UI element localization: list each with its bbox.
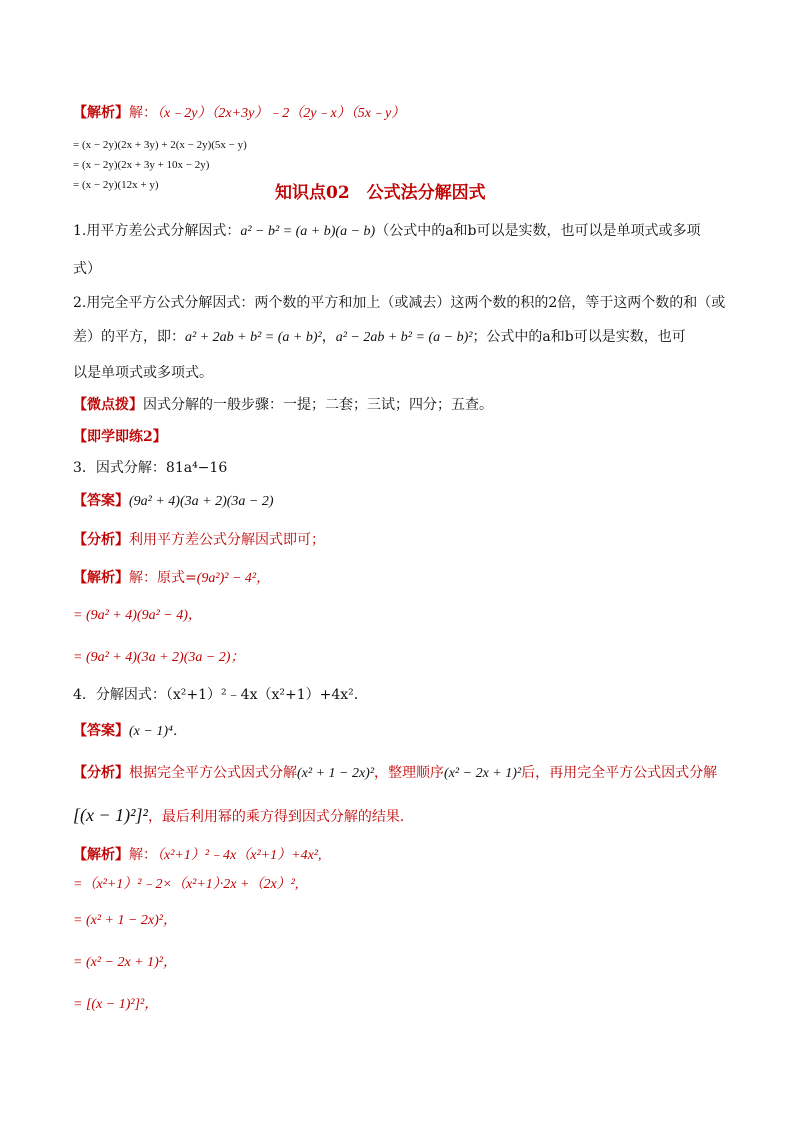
q4-analysis-line-2 [73, 806, 414, 826]
q4-solution-line [73, 846, 322, 865]
problem-expression: （x﹣2y）（2x+3y）﹣2（2y﹣x）（5x﹣y） [157, 106, 406, 121]
q4-solution-lead: 解： [129, 847, 157, 863]
q4-step-3: = (x² − 2x + 1)²， [73, 955, 177, 970]
point-1-text-b: （公式中的a和b可以是实数，也可以是单项式或多项 [375, 223, 701, 239]
difference-of-squares-formula: a² − b² = (a + b)(a − b) [240, 224, 376, 239]
q4-step-2: = (x² + 1 − 2x)²， [73, 913, 177, 928]
q4-step-1: =（x²+1）²﹣2×（x²+1）·2x +（2x）², [73, 877, 299, 892]
point-2-text-c: 以是单项式或多项式。 [73, 365, 213, 381]
q4-step-4: = [(x − 1)²]²， [73, 997, 159, 1012]
q3-answer: (9a² + 4)(3a + 2)(3a − 2) [129, 494, 274, 509]
tip-text: 因式分解的一般步骤：一提；二套；三试；四分；五查。 [143, 397, 493, 413]
answer-tag: 【答案】 [73, 493, 129, 509]
solution-lead: 解： [129, 105, 157, 121]
tip-line [73, 396, 493, 414]
q3-analysis-line [73, 531, 325, 549]
answer-tag: 【答案】 [73, 723, 129, 739]
formula-separator: ， [321, 329, 336, 345]
point-1-text-c: 式） [73, 261, 101, 277]
point-1-line [73, 222, 701, 241]
q3-step-3: = (9a² + 4)(3a + 2)(3a − 2)； [73, 650, 245, 665]
q3-step-2: = (9a² + 4)(9a² − 4)， [73, 608, 202, 623]
point-2-text-b1: 差）的平方，即： [73, 329, 185, 345]
q3-solution-lead: 解：原式= [129, 570, 197, 586]
solution-tag: 【解析】 [73, 847, 129, 863]
analysis-tag: 【解析】 [73, 105, 129, 121]
point-2-text-b2: ；公式中的a和b可以是实数，也可 [472, 329, 686, 345]
step-3: = (x − 2y)(12x + y) [73, 179, 159, 191]
analysis-line-1 [73, 104, 405, 123]
q3-answer-line [73, 492, 274, 511]
q4-analysis-a: 根据完全平方公式因式分解 [129, 765, 297, 781]
solution-tag: 【解析】 [73, 570, 129, 586]
perfect-square-sum-formula: a² + 2ab + b² = (a + b)² [185, 330, 322, 345]
q4-analysis-formula-1: (x² + 1 − 2x)² [297, 766, 375, 781]
perfect-square-diff-formula: a² − 2ab + b² = (a − b)² [335, 330, 473, 345]
point-1-text-a: 1.用平方差公式分解因式： [73, 223, 241, 239]
section-title: 知识点02 公式法分解因式 [275, 183, 486, 203]
q4-step-0: （x²+1）²﹣4x（x²+1）+4x², [157, 848, 322, 863]
q4-analysis-formula-3: [(x − 1)²]² [73, 805, 148, 825]
step-1: = (x − 2y)(2x + 3y) + 2(x − 2y)(5x − y) [73, 139, 247, 151]
q4-answer: (x − 1)⁴． [129, 724, 187, 739]
q4-analysis-formula-2: (x² − 2x + 1)² [444, 766, 522, 781]
point-2-text-a: 2.用完全平方公式分解因式：两个数的平方和加上（或减去）这两个数的积的2倍，等于这两个数的和（或 [73, 295, 726, 311]
q3-step-1: (9a²)² − 4²， [196, 571, 271, 586]
question-4: 4．分解因式：（x²+1）²﹣4x（x²+1）+4x². [73, 687, 359, 703]
tip-tag: 【微点拨】 [73, 397, 143, 413]
q4-analysis-c: 后，再用完全平方公式因式分解 [521, 765, 718, 781]
q3-solution-line [73, 569, 270, 588]
question-3: 3．因式分解：81a⁴−16 [73, 460, 228, 476]
practice-heading: 【即学即练2】 [73, 429, 167, 445]
q4-answer-line [73, 722, 187, 741]
step-2: = (x − 2y)(2x + 3y + 10x − 2y) [73, 159, 210, 171]
q4-analysis-d: ，最后利用幂的乘方得到因式分解的结果． [147, 809, 414, 825]
analysis-tag: 【分析】 [73, 765, 129, 781]
q4-analysis-b: ，整理顺序 [374, 765, 445, 781]
analysis-tag: 【分析】 [73, 532, 129, 548]
q3-analysis: 利用平方差公式分解因式即可； [129, 532, 325, 548]
point-2-line-b [73, 328, 686, 347]
q4-analysis-line-1 [73, 764, 717, 783]
